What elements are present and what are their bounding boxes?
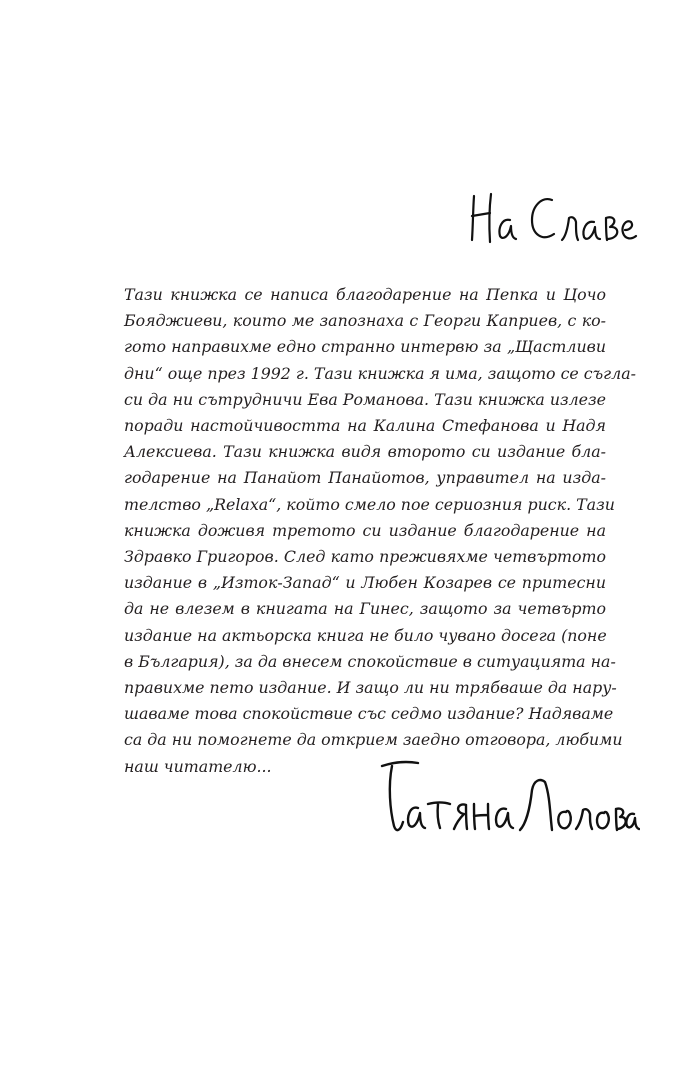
text-line: са да ни помогнете да открием заедно отговора, любими bbox=[124, 730, 623, 750]
handwritten-dedication-image bbox=[468, 182, 648, 252]
text-line: да не влезем в книгата на Гинес, защото за четвърто bbox=[124, 599, 606, 619]
body-paragraph bbox=[124, 282, 636, 780]
text-line: поради настойчивостта на Калина Стефанова и Надя bbox=[124, 416, 606, 436]
text-line: Здравко Григоров. След като преживяхме четвъртото bbox=[124, 547, 606, 567]
text-line: дни“ още през 1992 г. Тази книжка я има, защото се съгла- bbox=[124, 363, 636, 383]
text-line: гото направихме едно странно интервю за „Щастливи bbox=[124, 337, 606, 357]
text-line: в България), за да внесем спокойствие в ситуацията на- bbox=[124, 651, 616, 671]
text-line: телство „Relaxa“, който смело пое сериозния риск. Тази bbox=[124, 494, 615, 514]
dedication-handwriting bbox=[468, 182, 648, 252]
text-line: Алексиева. Тази книжка видя второто си издание бла- bbox=[124, 442, 606, 462]
text-line: Бояджиеви, които ме запознаха с Георги Каприев, с ко- bbox=[124, 311, 606, 331]
text-line: Тази книжка се написа благодарение на Пепка и Цочо bbox=[124, 285, 606, 304]
text-line: правихме пето издание. И защо ли ни трябваше да нару- bbox=[124, 678, 617, 698]
text-line: издание в „Изток-Запад“ и Любен Козарев се притесни bbox=[124, 573, 606, 593]
text-line: годарение на Панайот Панайотов, управител на изда- bbox=[124, 468, 606, 488]
text-line: наш читателю... bbox=[124, 756, 272, 776]
signature-handwriting bbox=[380, 752, 640, 847]
text-line: издание на актьорска книга не било чувано досега (поне bbox=[124, 625, 607, 645]
text-line: си да ни сътрудничи Ева Романова. Тази книжка излезе bbox=[124, 389, 606, 409]
text-line: шаваме това спокойствие със седмо издание? Надяваме bbox=[124, 704, 614, 724]
text-line: книжка доживя третото си издание благодарение на bbox=[124, 520, 606, 540]
handwritten-signature-image bbox=[380, 752, 640, 847]
